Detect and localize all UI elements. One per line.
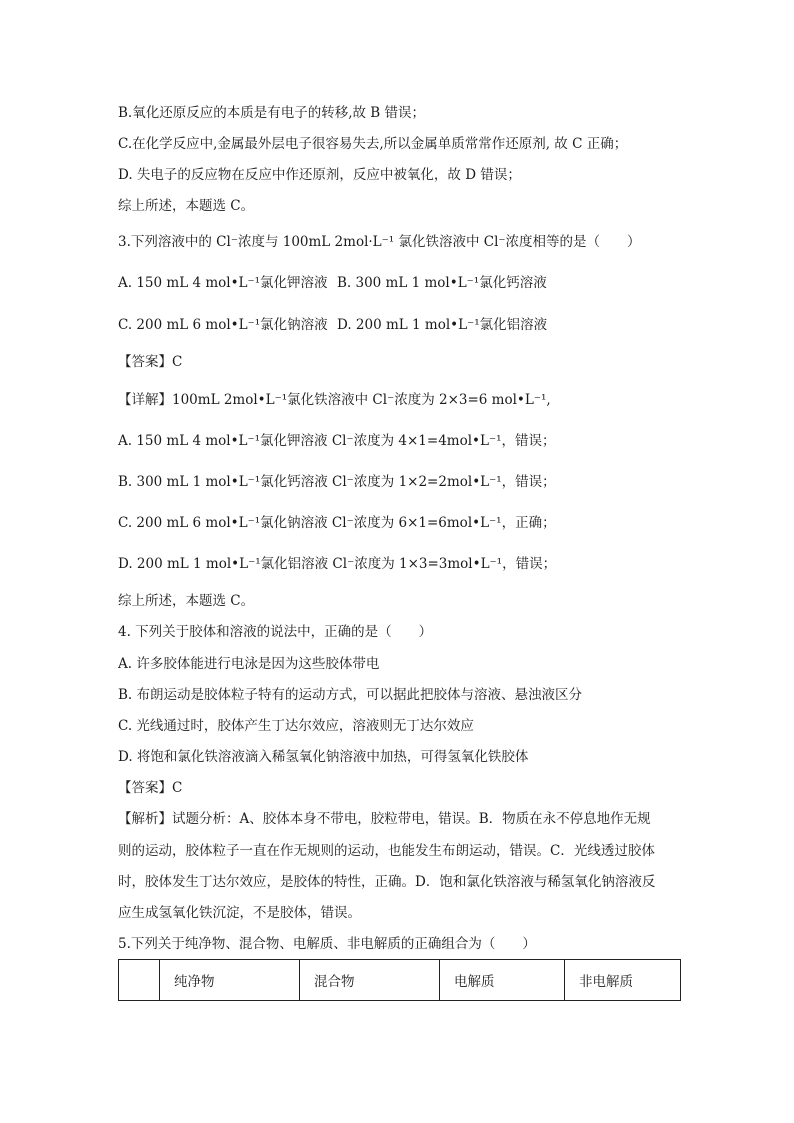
table-header-cell: 纯净物 <box>160 960 300 1001</box>
q3-option-b: B. 300 mL 1 mol•L⁻¹氯化钙溶液 <box>337 275 547 291</box>
q5-stem: 5.下列关于纯净物、混合物、电解质、非电解质的正确组合为（ ） <box>118 936 536 952</box>
q3-options-row-2 <box>118 315 547 335</box>
q2-summary: 综上所述，本题选 C。 <box>118 198 255 214</box>
q3-detail-a: A. 150 mL 4 mol•L⁻¹氯化钾溶液 Cl⁻浓度为 4×1=4mol•L⁻¹，错误； <box>118 433 556 449</box>
q4-option-a: A. 许多胶体能进行电泳是因为这些胶体带电 <box>118 656 380 672</box>
q3-detail-d: D. 200 mL 1 mol•L⁻¹氯化铝溶液 Cl⁻浓度为 1×3=3mol•L⁻¹，错误； <box>118 556 557 572</box>
q3-stem: 3.下列溶液中的 Cl⁻浓度与 100mL 2mol·L⁻¹ 氯化铁溶液中 Cl⁻浓度相等的是（ ） <box>118 234 641 250</box>
q3-answer: 【答案】C <box>118 354 183 370</box>
q4-option-c: C. 光线通过时，胶体产生丁达尔效应，溶液则无丁达尔效应 <box>118 718 474 734</box>
q3-options-row-1 <box>118 273 547 293</box>
q4-option-d: D. 将饱和氯化铁溶液滴入稀氢氧化钠溶液中加热，可得氢氧化铁胶体 <box>118 749 529 765</box>
q4-analysis-line-3: 时，胶体发生丁达尔效应，是胶体的特性，正确。D．饱和氯化铁溶液与稀氢氧化钠溶液反 <box>118 874 656 890</box>
q3-option-d: D. 200 mL 1 mol•L⁻¹氯化铝溶液 <box>337 317 548 333</box>
q2-line-d: D. 失电子的反应物在反应中作还原剂，反应中被氧化，故 D 错误； <box>118 167 521 183</box>
q3-option-a: A. 150 mL 4 mol•L⁻¹氯化钾溶液 <box>118 275 328 291</box>
q2-line-c: C.在化学反应中,金属最外层电子很容易失去,所以金属单质常常作还原剂, 故 C 正确； <box>118 136 628 152</box>
q3-summary: 综上所述，本题选 C。 <box>118 593 255 609</box>
q4-analysis-line-1: 【解析】试题分析：A、胶体本身不带电，胶粒带电，错误。B．物质在永不停息地作无规 <box>118 811 651 827</box>
q4-option-b: B. 布朗运动是胶体粒子特有的运动方式，可以据此把胶体与溶液、悬浊液区分 <box>118 687 583 703</box>
q4-stem: 4. 下列关于胶体和溶液的说法中，正确的是（ ） <box>118 624 433 640</box>
table-header-cell: 混合物 <box>300 960 440 1001</box>
q3-detail-b: B. 300 mL 1 mol•L⁻¹氯化钙溶液 Cl⁻浓度为 1×2=2mol•L⁻¹，错误； <box>118 474 556 490</box>
q4-analysis-line-2: 则的运动，胶体粒子一直在作无规则的运动，也能发生布朗运动，错误。C．光线透过胶体 <box>118 843 655 859</box>
table-header-cell: 非电解质 <box>565 960 681 1001</box>
q4-analysis-line-4: 应生成氢氧化铁沉淀，不是胶体，错误。 <box>118 905 361 921</box>
q4-answer: 【答案】C <box>118 780 183 796</box>
table-header-cell: 电解质 <box>440 960 565 1001</box>
q2-line-b: B.氧化还原反应的本质是有电子的转移,故 B 错误； <box>118 105 426 121</box>
q3-detail-c: C. 200 mL 6 mol•L⁻¹氯化钠溶液 Cl⁻浓度为 6×1=6mol•L⁻¹，正确； <box>118 515 556 531</box>
table-header-cell <box>119 960 160 1001</box>
q5-table <box>118 959 681 1001</box>
table-header-row <box>119 960 681 1001</box>
q3-option-c: C. 200 mL 6 mol•L⁻¹氯化钠溶液 <box>118 317 328 333</box>
q3-detail-intro: 【详解】100mL 2mol•L⁻¹氯化铁溶液中 Cl⁻浓度为 2×3=6 mol•L⁻¹, <box>118 392 551 408</box>
